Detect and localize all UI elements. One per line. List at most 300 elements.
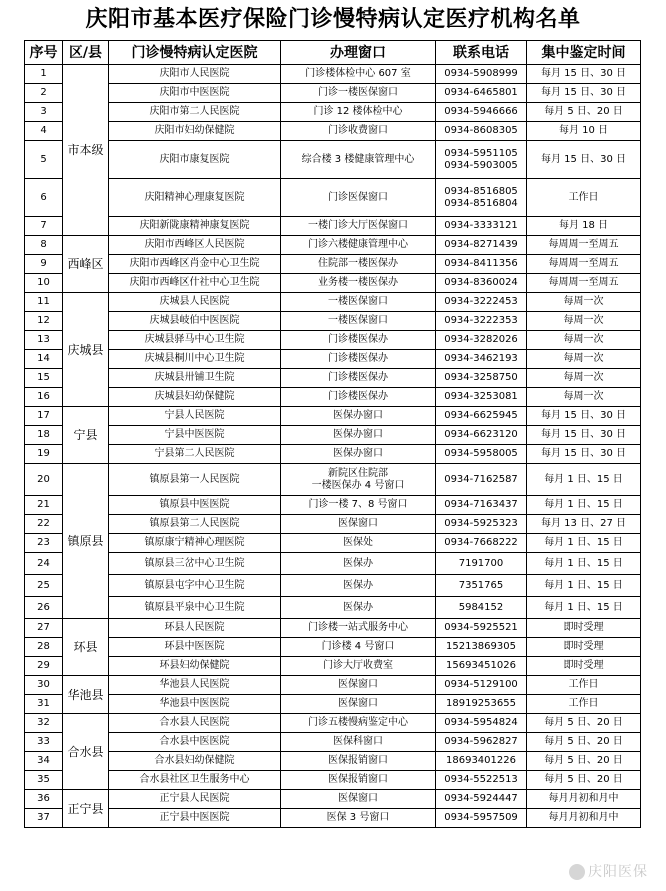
hospital-name: 环县妇幼保健院: [109, 657, 281, 676]
contact-phone: [436, 676, 527, 695]
service-window: [281, 464, 436, 496]
contact-phone-line: 0934-5951105: [444, 147, 518, 159]
service-window: [281, 790, 436, 809]
region-cell: 宁县: [63, 407, 109, 464]
contact-phone: [436, 255, 527, 274]
row-number: 14: [25, 350, 63, 369]
table-row: [25, 217, 641, 236]
row-number: 4: [25, 122, 63, 141]
contact-phone: [436, 714, 527, 733]
contact-phone: [436, 695, 527, 714]
hospital-name: 庆城县桐川中心卫生院: [109, 350, 281, 369]
service-window: [281, 65, 436, 84]
table-row: [25, 496, 641, 515]
service-window: [281, 733, 436, 752]
header-no: 序号: [25, 41, 63, 65]
row-number: 6: [25, 179, 63, 217]
hospital-name: 镇原县第二人民医院: [109, 515, 281, 534]
appraisal-time: 每周一次: [527, 369, 641, 388]
appraisal-time: 每月 15 日、30 日: [527, 65, 641, 84]
service-window-line: 门诊六楼健康管理中心: [308, 239, 408, 250]
contact-phone-line: 0934-5957509: [444, 812, 518, 823]
service-window: [281, 141, 436, 179]
appraisal-time: 每周周一至周五: [527, 236, 641, 255]
row-number: 10: [25, 274, 63, 293]
row-number: 7: [25, 217, 63, 236]
appraisal-time: 每周周一至周五: [527, 255, 641, 274]
row-number: 31: [25, 695, 63, 714]
table-row: [25, 695, 641, 714]
row-number: 11: [25, 293, 63, 312]
region-cell: 正宁县: [63, 790, 109, 828]
appraisal-time: 每月 5 日、20 日: [527, 771, 641, 790]
hospital-name: 正宁县人民医院: [109, 790, 281, 809]
contact-phone: [436, 657, 527, 676]
row-number: 24: [25, 553, 63, 575]
service-window-line: 医保办窗口: [333, 448, 383, 459]
table-row: [25, 84, 641, 103]
hospital-name: 合水县社区卫生服务中心: [109, 771, 281, 790]
service-window-line: 门诊 12 楼体检中心: [313, 106, 403, 117]
hospital-name: 环县中医医院: [109, 638, 281, 657]
contact-phone-line: 0934-3462193: [444, 353, 518, 364]
service-window-line: 住院部一楼医保办: [318, 258, 398, 269]
table-row: [25, 790, 641, 809]
row-number: 1: [25, 65, 63, 84]
contact-phone: [436, 388, 527, 407]
region-cell: 庆城县: [63, 293, 109, 407]
hospital-name: 宁县人民医院: [109, 407, 281, 426]
contact-phone-line: 15213869305: [446, 641, 516, 652]
service-window-line: 门诊楼医保办: [328, 372, 388, 383]
contact-phone: [436, 575, 527, 597]
contact-phone-line: 0934-5954824: [444, 717, 518, 728]
service-window: [281, 84, 436, 103]
service-window-line: 门诊楼医保办: [328, 391, 388, 402]
appraisal-time: 每月 1 日、15 日: [527, 496, 641, 515]
appraisal-time: 每月 1 日、15 日: [527, 553, 641, 575]
contact-phone: [436, 809, 527, 828]
service-window: [281, 103, 436, 122]
service-window-line: 门诊一楼 7、8 号窗口: [308, 499, 408, 510]
service-window: [281, 714, 436, 733]
appraisal-time: 每月月初和月中: [527, 809, 641, 828]
contact-phone-line: 0934-5925521: [444, 622, 518, 633]
service-window-line: 门诊医保窗口: [328, 191, 388, 203]
appraisal-time: 每月 1 日、15 日: [527, 597, 641, 619]
contact-phone: [436, 515, 527, 534]
contact-phone-line: 18693401226: [446, 755, 516, 766]
table-row: [25, 369, 641, 388]
table-row: [25, 619, 641, 638]
table-row: [25, 122, 641, 141]
region-cell: 西峰区: [63, 236, 109, 293]
contact-phone: [436, 122, 527, 141]
header-window: 办理窗口: [281, 41, 436, 65]
hospital-name: 正宁县中医医院: [109, 809, 281, 828]
service-window: [281, 657, 436, 676]
appraisal-time: 每月 15 日、30 日: [527, 445, 641, 464]
hospital-name: 合水县人民医院: [109, 714, 281, 733]
contact-phone-line: 0934-5958005: [444, 448, 518, 459]
contact-phone: [436, 619, 527, 638]
row-number: 35: [25, 771, 63, 790]
row-number: 33: [25, 733, 63, 752]
service-window-line: 新院区住院部: [328, 467, 388, 479]
row-number: 23: [25, 534, 63, 553]
row-number: 34: [25, 752, 63, 771]
service-window-line: 门诊五楼慢病鉴定中心: [308, 717, 408, 728]
service-window: [281, 619, 436, 638]
watermark: [569, 861, 648, 881]
contact-phone-line: 0934-3222453: [444, 296, 518, 307]
table-row: [25, 809, 641, 828]
row-number: 8: [25, 236, 63, 255]
row-number: 2: [25, 84, 63, 103]
contact-phone: [436, 771, 527, 790]
hospital-name: 镇原县屯字中心卫生院: [109, 575, 281, 597]
region-cell: 镇原县: [63, 464, 109, 619]
hospital-name: 庆阳市中医医院: [109, 84, 281, 103]
table-row: [25, 445, 641, 464]
contact-phone: [436, 752, 527, 771]
contact-phone-line: 0934-8271439: [444, 239, 518, 250]
service-window: [281, 331, 436, 350]
appraisal-time: 每月 5 日、20 日: [527, 714, 641, 733]
contact-phone-line: 0934-5924447: [444, 793, 518, 804]
contact-phone: [436, 312, 527, 331]
contact-phone-line: 0934-5962827: [444, 736, 518, 747]
service-window-line: 医保窗口: [338, 698, 378, 709]
contact-phone: [436, 236, 527, 255]
contact-phone-line: 0934-8411356: [444, 258, 518, 269]
table-row: [25, 388, 641, 407]
service-window-line: 医保办: [343, 557, 373, 569]
hospital-name: 庆城县人民医院: [109, 293, 281, 312]
service-window-line: 医保 3 号窗口: [326, 812, 390, 823]
header-phone: 联系电话: [436, 41, 527, 65]
contact-phone-line: 0934-6625945: [444, 410, 518, 421]
appraisal-time: 每月 15 日、30 日: [527, 407, 641, 426]
hospital-name: 庆城县卅铺卫生院: [109, 369, 281, 388]
region-cell: 环县: [63, 619, 109, 676]
contact-phone-line: 0934-6465801: [444, 87, 518, 98]
service-window-line: 门诊大厅收费室: [323, 660, 393, 671]
contact-phone: [436, 217, 527, 236]
hospital-name: 合水县中医医院: [109, 733, 281, 752]
table-row: [25, 638, 641, 657]
hospital-name: 华池县人民医院: [109, 676, 281, 695]
appraisal-time: 每月 5 日、20 日: [527, 103, 641, 122]
table-row: [25, 179, 641, 217]
service-window: [281, 445, 436, 464]
hospital-name: 镇原县第一人民医院: [109, 464, 281, 496]
service-window-line: 一楼医保窗口: [328, 315, 388, 326]
appraisal-time: 工作日: [527, 676, 641, 695]
service-window-line: 门诊楼体检中心 607 室: [305, 68, 411, 79]
row-number: 16: [25, 388, 63, 407]
region-cell: 华池县: [63, 676, 109, 714]
hospital-name: 合水县妇幼保健院: [109, 752, 281, 771]
contact-phone-line: 15693451026: [446, 660, 516, 671]
table-row: [25, 331, 641, 350]
table-row: [25, 597, 641, 619]
row-number: 27: [25, 619, 63, 638]
row-number: 12: [25, 312, 63, 331]
service-window: [281, 388, 436, 407]
contact-phone-line: 0934-5946666: [444, 106, 518, 117]
contact-phone: [436, 534, 527, 553]
contact-phone: [436, 426, 527, 445]
table-row: [25, 141, 641, 179]
contact-phone-line: 0934-5908999: [444, 68, 518, 79]
service-window: [281, 293, 436, 312]
service-window-line: 医保办: [343, 601, 373, 613]
table-row: [25, 293, 641, 312]
contact-phone: [436, 369, 527, 388]
hospital-name: 宁县中医医院: [109, 426, 281, 445]
contact-phone: [436, 733, 527, 752]
service-window-line: 门诊楼 4 号窗口: [321, 641, 395, 652]
contact-phone-line: 0934-8516804: [444, 197, 518, 209]
row-number: 36: [25, 790, 63, 809]
row-number: 30: [25, 676, 63, 695]
service-window-line: 一楼医保办 4 号窗口: [311, 479, 405, 491]
table-row: [25, 407, 641, 426]
service-window-line: 医保窗口: [338, 518, 378, 529]
contact-phone-line: 0934-5925323: [444, 518, 518, 529]
service-window: [281, 752, 436, 771]
row-number: 17: [25, 407, 63, 426]
row-number: 5: [25, 141, 63, 179]
table-row: [25, 752, 641, 771]
service-window: [281, 515, 436, 534]
appraisal-time: 每周一次: [527, 331, 641, 350]
appraisal-time: 每周一次: [527, 312, 641, 331]
contact-phone: [436, 274, 527, 293]
service-window: [281, 407, 436, 426]
table-row: [25, 515, 641, 534]
contact-phone: [436, 445, 527, 464]
region-cell: 合水县: [63, 714, 109, 790]
appraisal-time: 每月 1 日、15 日: [527, 464, 641, 496]
row-number: 28: [25, 638, 63, 657]
service-window: [281, 350, 436, 369]
contact-phone-line: 7351765: [458, 579, 504, 591]
row-number: 18: [25, 426, 63, 445]
appraisal-time: 每周周一至周五: [527, 274, 641, 293]
service-window-line: 医保办窗口: [333, 429, 383, 440]
appraisal-time: 每月 1 日、15 日: [527, 534, 641, 553]
hospital-name: 庆阳市第二人民医院: [109, 103, 281, 122]
contact-phone: [436, 331, 527, 350]
hospital-name: 庆阳精神心理康复医院: [109, 179, 281, 217]
hospital-name: 镇原县三岔中心卫生院: [109, 553, 281, 575]
service-window: [281, 534, 436, 553]
table-row: [25, 575, 641, 597]
row-number: 26: [25, 597, 63, 619]
contact-phone: [436, 103, 527, 122]
table-row: [25, 312, 641, 331]
row-number: 15: [25, 369, 63, 388]
contact-phone-line: 0934-5903005: [444, 159, 518, 171]
appraisal-time: 每月 15 日、30 日: [527, 141, 641, 179]
appraisal-time: 工作日: [527, 179, 641, 217]
service-window: [281, 809, 436, 828]
contact-phone-line: 0934-8360024: [444, 277, 518, 288]
header-hospital: 门诊慢特病认定医院: [109, 41, 281, 65]
service-window: [281, 179, 436, 217]
service-window: [281, 255, 436, 274]
service-window-line: 医保窗口: [338, 679, 378, 690]
service-window: [281, 597, 436, 619]
contact-phone-line: 0934-3222353: [444, 315, 518, 326]
service-window: [281, 496, 436, 515]
contact-phone: [436, 141, 527, 179]
hospital-name: 庆阳市西峰区人民医院: [109, 236, 281, 255]
appraisal-time: 即时受理: [527, 638, 641, 657]
appraisal-time: 每月 15 日、30 日: [527, 84, 641, 103]
page-title: 庆阳市基本医疗保险门诊慢特病认定医疗机构名单: [85, 6, 581, 32]
contact-phone-line: 0934-3258750: [444, 372, 518, 383]
contact-phone: [436, 179, 527, 217]
appraisal-time: 每月月初和月中: [527, 790, 641, 809]
hospital-name: 庆城县妇幼保健院: [109, 388, 281, 407]
hospital-name: 镇原县平泉中心卫生院: [109, 597, 281, 619]
table-row: [25, 676, 641, 695]
appraisal-time: 每月 15 日、30 日: [527, 426, 641, 445]
service-window: [281, 553, 436, 575]
table-row: [25, 771, 641, 790]
appraisal-time: 即时受理: [527, 657, 641, 676]
contact-phone: [436, 553, 527, 575]
hospital-name: 镇原县中医医院: [109, 496, 281, 515]
table-row: [25, 103, 641, 122]
row-number: 13: [25, 331, 63, 350]
header-time: 集中鉴定时间: [527, 41, 641, 65]
contact-phone: [436, 293, 527, 312]
appraisal-time: 每月 1 日、15 日: [527, 575, 641, 597]
row-number: 19: [25, 445, 63, 464]
service-window: [281, 122, 436, 141]
service-window-line: 医保办窗口: [333, 410, 383, 421]
hospital-name: 环县人民医院: [109, 619, 281, 638]
table-row: [25, 65, 641, 84]
service-window: [281, 695, 436, 714]
appraisal-time: 每月 18 日: [527, 217, 641, 236]
hospital-name: 庆城县岐伯中医医院: [109, 312, 281, 331]
service-window: [281, 575, 436, 597]
contact-phone-line: 0934-3333121: [444, 220, 518, 231]
contact-phone-line: 5984152: [458, 601, 504, 613]
table-body: [25, 65, 641, 828]
row-number: 3: [25, 103, 63, 122]
contact-phone: [436, 65, 527, 84]
service-window: [281, 426, 436, 445]
hospital-name: 华池县中医医院: [109, 695, 281, 714]
appraisal-time: 每周一次: [527, 388, 641, 407]
service-window-line: 业务楼一楼医保办: [318, 277, 398, 288]
table-row: [25, 236, 641, 255]
watermark-text: 庆阳医保: [588, 864, 648, 880]
contact-phone-line: 0934-7163437: [444, 499, 518, 510]
contact-phone-line: 0934-6623120: [444, 429, 518, 440]
service-window: [281, 771, 436, 790]
service-window: [281, 676, 436, 695]
hospital-name: 宁县第二人民医院: [109, 445, 281, 464]
contact-phone-line: 0934-7162587: [444, 473, 518, 485]
table-row: [25, 657, 641, 676]
wechat-icon: [569, 864, 585, 880]
contact-phone-line: 0934-8608305: [444, 125, 518, 136]
appraisal-time: 每月 10 日: [527, 122, 641, 141]
service-window-line: 门诊楼医保办: [328, 334, 388, 345]
contact-phone: [436, 464, 527, 496]
contact-phone-line: 0934-5129100: [444, 679, 518, 690]
table-row: [25, 733, 641, 752]
contact-phone: [436, 350, 527, 369]
service-window: [281, 274, 436, 293]
contact-phone: [436, 407, 527, 426]
appraisal-time: 即时受理: [527, 619, 641, 638]
hospital-name: 庆阳新陇康精神康复医院: [109, 217, 281, 236]
service-window-line: 医保窗口: [338, 793, 378, 804]
service-window: [281, 369, 436, 388]
hospital-table: [24, 40, 641, 828]
table-row: [25, 553, 641, 575]
row-number: 9: [25, 255, 63, 274]
hospital-name: 庆阳市西峰区什社中心卫生院: [109, 274, 281, 293]
service-window-line: 医保科窗口: [333, 736, 383, 747]
contact-phone: [436, 638, 527, 657]
contact-phone-line: 0934-5522513: [444, 774, 518, 785]
service-window-line: 门诊收费窗口: [328, 125, 388, 136]
service-window-line: 医保办: [343, 579, 373, 591]
service-window: [281, 217, 436, 236]
row-number: 29: [25, 657, 63, 676]
service-window-line: 综合楼 3 楼健康管理中心: [301, 153, 415, 165]
header-region: 区/县: [63, 41, 109, 65]
service-window: [281, 312, 436, 331]
row-number: 32: [25, 714, 63, 733]
service-window-line: 医保报销窗口: [328, 755, 388, 766]
contact-phone-line: 0934-7668222: [444, 537, 518, 548]
row-number: 21: [25, 496, 63, 515]
appraisal-time: 每月 5 日、20 日: [527, 752, 641, 771]
contact-phone: [436, 597, 527, 619]
contact-phone-line: 0934-8516805: [444, 185, 518, 197]
row-number: 22: [25, 515, 63, 534]
hospital-name: 庆阳市西峰区肖金中心卫生院: [109, 255, 281, 274]
table-row: [25, 534, 641, 553]
contact-phone: [436, 84, 527, 103]
table-header-row: [25, 41, 641, 65]
table-row: [25, 350, 641, 369]
appraisal-time: 每周一次: [527, 293, 641, 312]
service-window-line: 医保报销窗口: [328, 774, 388, 785]
service-window-line: 医保处: [343, 537, 373, 548]
appraisal-time: 工作日: [527, 695, 641, 714]
table-row: [25, 255, 641, 274]
table-row: [25, 464, 641, 496]
service-window: [281, 638, 436, 657]
contact-phone-line: 0934-3282026: [444, 334, 518, 345]
row-number: 37: [25, 809, 63, 828]
table-row: [25, 714, 641, 733]
appraisal-time: 每月 5 日、20 日: [527, 733, 641, 752]
contact-phone-line: 0934-3253081: [444, 391, 518, 402]
contact-phone-line: 18919253655: [446, 698, 516, 709]
